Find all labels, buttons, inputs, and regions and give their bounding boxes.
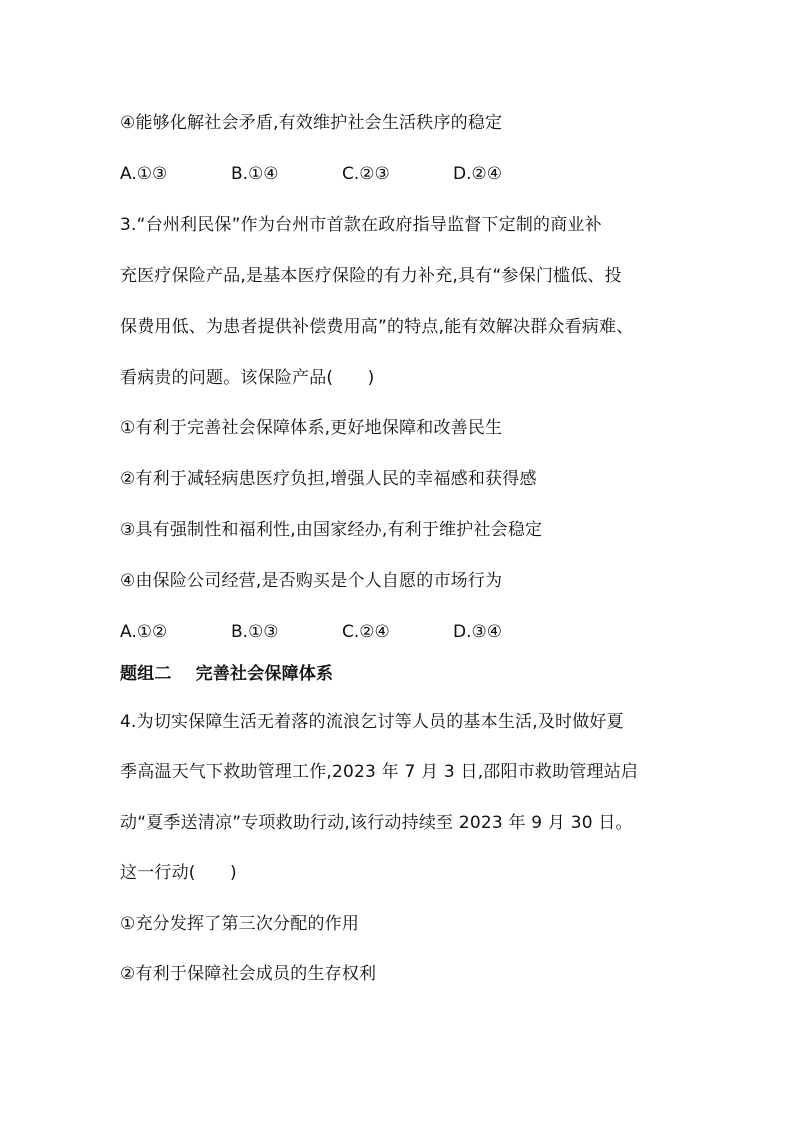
q3-statement-2: ②有利于减轻病患医疗负担,增强人民的幸福感和获得感 xyxy=(120,469,537,489)
q4-stem-line: 这一行动( ) xyxy=(120,863,237,883)
q2-option-a: A.①③ xyxy=(120,164,168,184)
q3-statement-4: ④由保险公司经营,是否购买是个人自愿的市场行为 xyxy=(120,571,503,591)
q3-statement-3: ③具有强制性和福利性,由国家经办,有利于维护社会稳定 xyxy=(120,520,543,540)
q3-options xyxy=(120,620,564,644)
q3-option-b: B.①③ xyxy=(231,622,279,642)
q4-stem-line: 季高温天气下救助管理工作,2023 年 7 月 3 日,邵阳市救助管理站启 xyxy=(120,762,639,782)
q2-option-b: B.①④ xyxy=(231,164,279,184)
q4-stem-line: 4.为切实保障生活无着落的流浪乞讨等人员的基本生活,及时做好夏 xyxy=(120,712,624,732)
q4-statement-2: ②有利于保障社会成员的生存权利 xyxy=(120,964,377,984)
q3-option-c: C.②④ xyxy=(342,622,390,642)
q3-statement-1: ①有利于完善社会保障体系,更好地保障和改善民生 xyxy=(120,418,503,438)
q4-stem-line: 动“夏季送清凉”专项救助行动,该行动持续至 2023 年 9 月 30 日。 xyxy=(120,813,633,833)
q2-statement-4: ④能够化解社会矛盾,有效维护社会生活秩序的稳定 xyxy=(120,113,503,133)
q2-options xyxy=(120,162,564,186)
section-heading xyxy=(120,662,333,686)
q3-option-d: D.③④ xyxy=(453,622,502,642)
section-title: 完善社会保障体系 xyxy=(195,664,334,684)
q3-option-a: A.①② xyxy=(120,622,168,642)
q3-stem-line: 保费用低、为患者提供补偿费用高”的特点,能有效解决群众看病难、 xyxy=(120,317,634,337)
section-label: 题组二 xyxy=(120,664,172,684)
q3-stem-line: 充医疗保险产品,是基本医疗保险的有力补充,具有“参保门槛低、投 xyxy=(120,266,622,286)
q4-statement-1: ①充分发挥了第三次分配的作用 xyxy=(120,914,360,934)
q3-stem-line: 看病贵的问题。该保险产品( ) xyxy=(120,368,375,388)
q2-option-c: C.②③ xyxy=(342,164,390,184)
q3-stem-line: 3.“台州利民保”作为台州市首款在政府指导监督下定制的商业补 xyxy=(120,215,602,235)
q2-option-d: D.②④ xyxy=(453,164,502,184)
